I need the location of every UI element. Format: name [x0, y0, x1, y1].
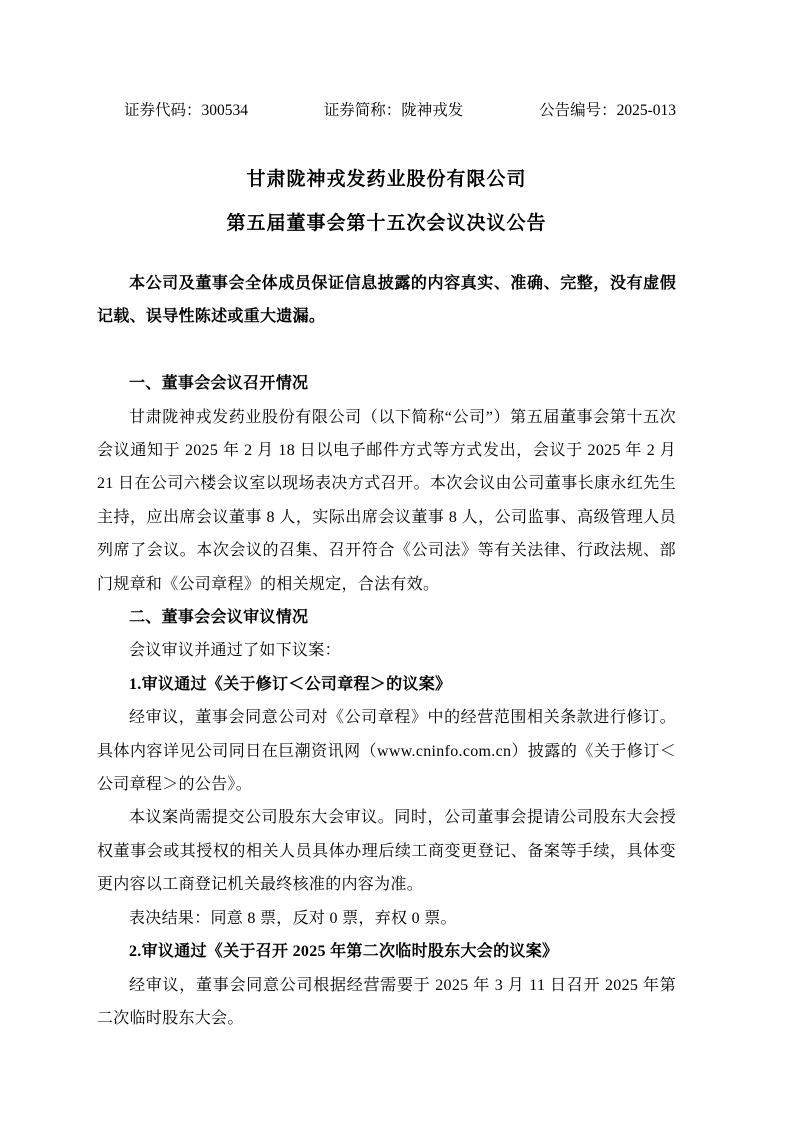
- item-1-paragraph-2: 本议案尚需提交公司股东大会审议。同时，公司董事会提请公司股东大会授权董事会或其授权的相关人员具体办理后续工商变更登记、备案等手续，具体变更内容以工商登记机关最终核准的内容为准。: [97, 809, 676, 894]
- document-title-announcement: 第五届董事会第十五次会议决议公告: [226, 213, 547, 234]
- disclaimer-paragraph: 本公司及董事会全体成员保证信息披露的内容真实、准确、完整，没有虚假记载、误导性陈述或重大遗漏。: [97, 275, 676, 326]
- item-1-vote-result: 表决结果：同意 8 票，反对 0 票，弃权 0 票。: [129, 909, 457, 927]
- blank-line: [97, 334, 676, 367]
- document-title-company: 甘肃陇神戎发药业股份有限公司: [246, 169, 527, 190]
- item-1-paragraph-1: 经审议，董事会同意公司对《公司章程》中的经营范围相关条款进行修订。具体内容详见公司同日在巨潮资讯网（www.cninfo.com.cn）披露的《关于修订＜公司章程＞的公告》。: [97, 709, 676, 794]
- announcement-number: 公告编号：2025-013: [539, 102, 676, 119]
- stock-short-name: 证券简称：陇神戎发: [323, 102, 464, 119]
- item-2-heading: 2.审议通过《关于召开 2025 年第二次临时股东大会的议案》: [129, 943, 559, 961]
- section-1-heading: 一、董事会会议召开情况: [129, 375, 309, 393]
- section-2-heading: 二、董事会会议审议情况: [129, 609, 309, 627]
- item-2-paragraph: 经审议，董事会同意公司根据经营需要于 2025 年 3 月 11 日召开 2025 年第二次临时股东大会。: [97, 976, 676, 1027]
- document-header-row: [97, 101, 676, 121]
- document-body: [97, 267, 676, 1035]
- item-1-heading: 1.审议通过《关于修订＜公司章程＞的议案》: [129, 675, 452, 693]
- section-2-intro: 会议审议并通过了如下议案：: [129, 642, 341, 660]
- section-1-paragraph: 甘肃陇神戎发药业股份有限公司（以下简称“公司”）第五届董事会第十五次会议通知于 2025 年 2 月 18 日以电子邮件方式等方式发出，会议于 2025 年 2 月 21 日在公司六楼会议室以现场表决方式召开。本次会议由公司董事长康永红先生主持，应出席会议董事 8 人，实际出席会议董事 8 人，公司监事、高级管理人员列席了会议。本次会议的召集、召开符合《公司法》等有关法律、行政法规、部门规章和《公司章程》的相关规定，合法有效。: [97, 408, 676, 593]
- stock-code: 证券代码：300534: [124, 102, 249, 119]
- document-title: [97, 158, 676, 246]
